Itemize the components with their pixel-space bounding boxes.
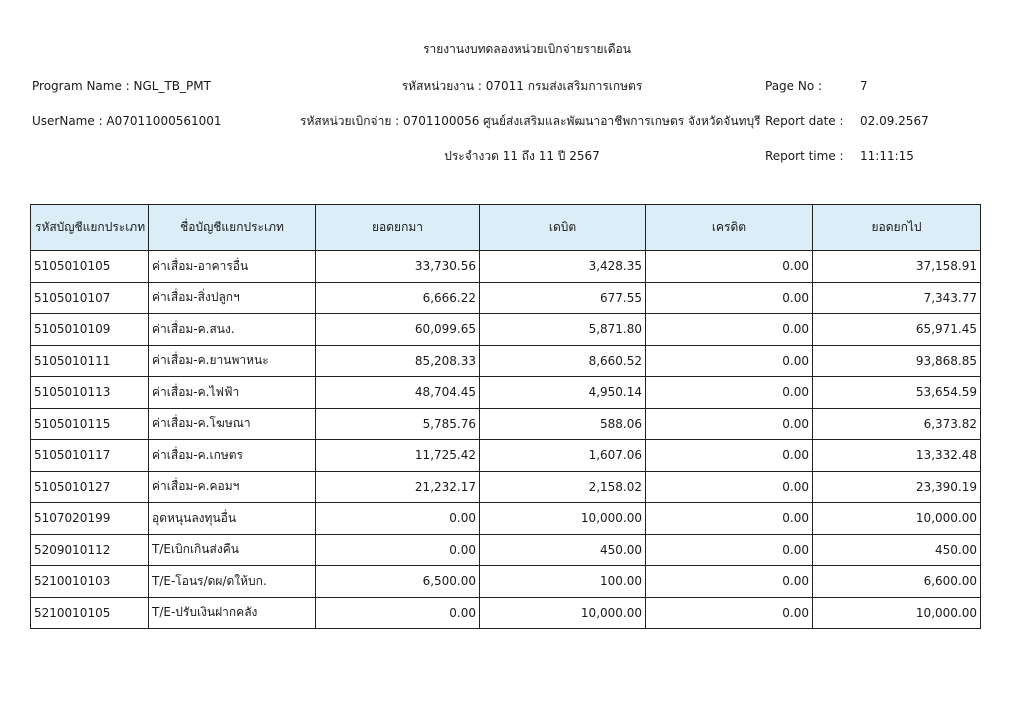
carried-forward-cell: 10,000.00	[813, 597, 981, 629]
account-code-cell: 5105010109	[31, 314, 149, 346]
debit-cell: 10,000.00	[480, 597, 646, 629]
account-code-cell: 5105010111	[31, 345, 149, 377]
debit-cell: 100.00	[480, 566, 646, 598]
table-row	[31, 566, 981, 598]
account-name-cell: ค่าเสื่อม-ค.โฆษณา	[149, 408, 316, 440]
brought-forward-cell: 33,730.56	[316, 251, 480, 283]
credit-cell: 0.00	[646, 440, 813, 472]
credit-cell: 0.00	[646, 251, 813, 283]
account-code-cell: 5210010103	[31, 566, 149, 598]
brought-forward-cell: 6,500.00	[316, 566, 480, 598]
col-header-account-name: ชื่อบัญชีแยกประเภท	[149, 205, 316, 251]
credit-cell: 0.00	[646, 377, 813, 409]
account-code-cell: 5105010117	[31, 440, 149, 472]
period-line: ประจำงวด 11 ถึง 11 ปี 2567	[444, 149, 600, 163]
debit-cell: 677.55	[480, 282, 646, 314]
account-code-cell: 5105010115	[31, 408, 149, 440]
debit-cell: 1,607.06	[480, 440, 646, 472]
table-row	[31, 377, 981, 409]
debit-cell: 588.06	[480, 408, 646, 440]
col-header-debit: เดบิต	[480, 205, 646, 251]
report-time-label: Report time :	[765, 149, 844, 163]
account-name-cell: T/E-ปรับเงินฝากคลัง	[149, 597, 316, 629]
account-name-cell: ค่าเสื่อม-ค.ไฟฟ้า	[149, 377, 316, 409]
table-header-row	[31, 205, 981, 251]
carried-forward-cell: 450.00	[813, 534, 981, 566]
credit-cell: 0.00	[646, 503, 813, 535]
agency-line: รหัสหน่วยงาน : 07011 กรมส่งเสริมการเกษตร	[401, 79, 643, 93]
account-name-cell: ค่าเสื่อม-สิ่งปลูกฯ	[149, 282, 316, 314]
brought-forward-cell: 11,725.42	[316, 440, 480, 472]
trial-balance-table	[30, 204, 981, 629]
col-header-account-code: รหัสบัญชีแยกประเภท	[31, 205, 149, 251]
carried-forward-cell: 93,868.85	[813, 345, 981, 377]
table-row	[31, 251, 981, 283]
page-no-label: Page No :	[765, 79, 823, 93]
account-name-cell: อุดหนุนลงทุนอื่น	[149, 503, 316, 535]
account-code-cell: 5105010127	[31, 471, 149, 503]
report-date-label: Report date :	[765, 114, 844, 128]
debit-cell: 10,000.00	[480, 503, 646, 535]
carried-forward-cell: 53,654.59	[813, 377, 981, 409]
account-name-cell: ค่าเสื่อม-อาคารอื่น	[149, 251, 316, 283]
col-header-carried-forward: ยอดยกไป	[813, 205, 981, 251]
brought-forward-cell: 60,099.65	[316, 314, 480, 346]
table-row	[31, 282, 981, 314]
table-row	[31, 440, 981, 472]
carried-forward-cell: 13,332.48	[813, 440, 981, 472]
account-code-cell: 5210010105	[31, 597, 149, 629]
debit-cell: 4,950.14	[480, 377, 646, 409]
carried-forward-cell: 7,343.77	[813, 282, 981, 314]
brought-forward-cell: 85,208.33	[316, 345, 480, 377]
report-time-value: 11:11:15	[860, 149, 914, 163]
debit-cell: 8,660.52	[480, 345, 646, 377]
brought-forward-cell: 0.00	[316, 534, 480, 566]
credit-cell: 0.00	[646, 471, 813, 503]
carried-forward-cell: 65,971.45	[813, 314, 981, 346]
account-name-cell: ค่าเสื่อม-ค.สนง.	[149, 314, 316, 346]
account-name-cell: ค่าเสื่อม-ค.คอมฯ	[149, 471, 316, 503]
carried-forward-cell: 6,600.00	[813, 566, 981, 598]
brought-forward-cell: 48,704.45	[316, 377, 480, 409]
debit-cell: 5,871.80	[480, 314, 646, 346]
brought-forward-cell: 0.00	[316, 503, 480, 535]
report-date-value: 02.09.2567	[860, 114, 929, 128]
table-row	[31, 534, 981, 566]
carried-forward-cell: 10,000.00	[813, 503, 981, 535]
carried-forward-cell: 23,390.19	[813, 471, 981, 503]
user-name: UserName : A07011000561001	[32, 114, 222, 128]
account-name-cell: T/E-โอนร/ดผ/ดให้บก.	[149, 566, 316, 598]
brought-forward-cell: 0.00	[316, 597, 480, 629]
account-code-cell: 5105010113	[31, 377, 149, 409]
col-header-credit: เครดิต	[646, 205, 813, 251]
carried-forward-cell: 6,373.82	[813, 408, 981, 440]
debit-cell: 450.00	[480, 534, 646, 566]
credit-cell: 0.00	[646, 314, 813, 346]
debit-cell: 2,158.02	[480, 471, 646, 503]
table-row	[31, 471, 981, 503]
table-row	[31, 503, 981, 535]
table-row	[31, 597, 981, 629]
brought-forward-cell: 21,232.17	[316, 471, 480, 503]
table-row	[31, 345, 981, 377]
table-row	[31, 314, 981, 346]
credit-cell: 0.00	[646, 597, 813, 629]
report-title: รายงานงบทดลองหน่วยเบิกจ่ายรายเดือน	[423, 42, 631, 56]
brought-forward-cell: 5,785.76	[316, 408, 480, 440]
page-no-value: 7	[860, 79, 868, 93]
account-name-cell: ค่าเสื่อม-ค.เกษตร	[149, 440, 316, 472]
account-code-cell: 5209010112	[31, 534, 149, 566]
table-row	[31, 408, 981, 440]
disbursement-unit-line: รหัสหน่วยเบิกจ่าย : 0701100056 ศูนย์ส่งเสริมและพัฒนาอาชีพการเกษตร จังหวัดจันทบุรี	[300, 114, 761, 128]
debit-cell: 3,428.35	[480, 251, 646, 283]
credit-cell: 0.00	[646, 534, 813, 566]
brought-forward-cell: 6,666.22	[316, 282, 480, 314]
carried-forward-cell: 37,158.91	[813, 251, 981, 283]
credit-cell: 0.00	[646, 282, 813, 314]
account-name-cell: T/Eเบิกเกินส่งคืน	[149, 534, 316, 566]
account-code-cell: 5105010105	[31, 251, 149, 283]
account-code-cell: 5107020199	[31, 503, 149, 535]
credit-cell: 0.00	[646, 345, 813, 377]
account-code-cell: 5105010107	[31, 282, 149, 314]
program-name: Program Name : NGL_TB_PMT	[32, 79, 211, 93]
account-name-cell: ค่าเสื่อม-ค.ยานพาหนะ	[149, 345, 316, 377]
col-header-brought-forward: ยอดยกมา	[316, 205, 480, 251]
credit-cell: 0.00	[646, 566, 813, 598]
credit-cell: 0.00	[646, 408, 813, 440]
